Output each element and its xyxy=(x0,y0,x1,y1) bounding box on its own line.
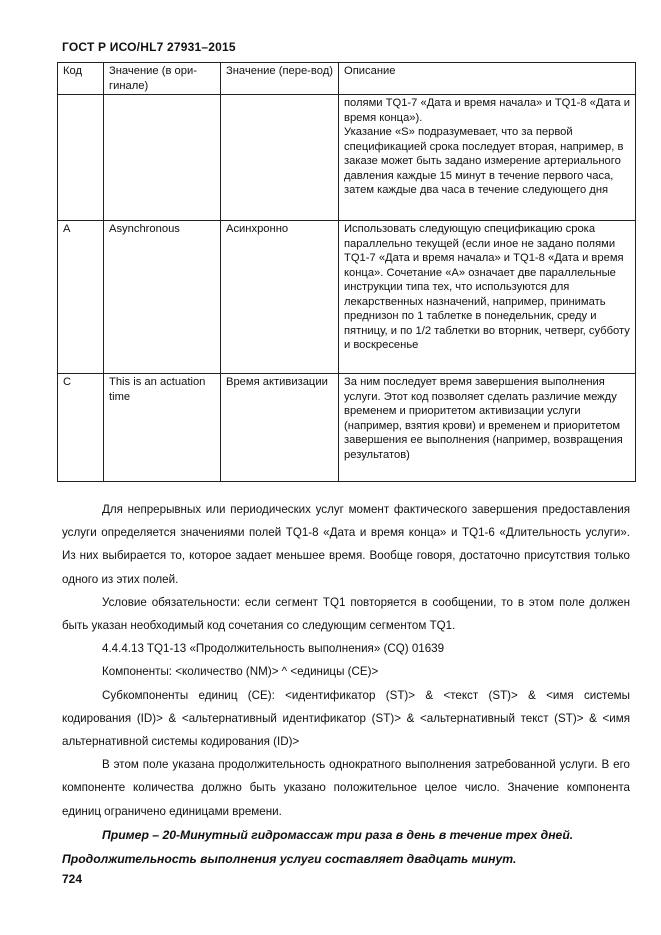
description-line: За ним последует время завершения выполнения услуги. Этот код позволяет сделать различие между временем и приоритетом активизации услуги (например, взятия крови) и временем и приоритетом завершения ее выполнения (например, возвращения результатов) xyxy=(344,376,623,461)
cell-translation: Время активизации xyxy=(221,374,339,482)
document-header: ГОСТ Р ИСО/HL7 27931–2015 xyxy=(62,40,236,54)
description-line: Указание «S» подразумевает, что за первой спецификацией срока последует вторая, например, в заказе может быть задано измерение артериального давления каждые 15 минут в течение первого часа, затем каждые два часа в течение следующего дня xyxy=(344,126,624,196)
description-line: полями TQ1-7 «Дата и время начала» и TQ1-8 «Дата и время конца»). xyxy=(344,97,630,124)
cell-description xyxy=(339,374,636,482)
code-table xyxy=(57,62,636,482)
cell-code: A xyxy=(58,221,104,374)
cell-code: C xyxy=(58,374,104,482)
example-first-line: Пример – 20-Минутный гидромассаж три раза в день в течение трех дней. xyxy=(102,827,574,842)
paragraph-components: Компоненты: <количество (NM)> ^ <единицы (CE)> xyxy=(102,665,379,679)
section-heading: 4.4.4.13 TQ1-13 «Продолжительность выполнения» (CQ) 01639 xyxy=(102,642,445,656)
col-header-original: Значение (в ори-гинале) xyxy=(104,63,221,95)
table-row xyxy=(58,374,636,482)
cell-description xyxy=(339,221,636,374)
description-line: Использовать следующую спецификацию срока параллельно текущей (если иное не задано полями TQ1-7 «Дата и время начала» и TQ1-8 «Дата и время конца». Сочетание «A» означает две параллельные инструкции типа тех, что используются для лекарственных назначений, например, принимать преднизон по 1 таблетке в понедельник, среду и пятницу, и по 1/2 таблетки во вторник, четверг, субботу и воскресенье xyxy=(344,223,630,351)
cell-translation: Асинхронно xyxy=(221,221,339,374)
table-row xyxy=(58,95,636,221)
cell-code xyxy=(58,95,104,221)
col-header-description: Описание xyxy=(339,63,636,95)
cell-original: Asynchronous xyxy=(104,221,221,374)
paragraph-field-description: В этом поле указана продолжительность однократного выполнения затребованной услуги. В его компоненте количества должно быть указано положительное целое число. Значение компонента единиц ограничено единицами времени. xyxy=(62,758,630,818)
table-header-row xyxy=(58,63,636,95)
cell-original xyxy=(104,95,221,221)
page-number: 724 xyxy=(62,872,83,886)
cell-description xyxy=(339,95,636,221)
cell-original: This is an actuation time xyxy=(104,374,221,482)
example-second-line: Продолжительность выполнения услуги составляет двадцать минут. xyxy=(62,851,517,866)
col-header-translation: Значение (пере-вод) xyxy=(221,63,339,95)
paragraph-condition: Условие обязательности: если сегмент TQ1 повторяется в сообщении, то в этом поле должен быть указан необходимый код сочетания со следующим сегментом TQ1. xyxy=(62,595,630,633)
table-row xyxy=(58,221,636,374)
paragraph-subcomponents: Субкомпоненты единиц (CE): <идентификатор (ST)> & <текст (ST)> & <имя системы кодирования (ID)> & <альтернативный идентификатор (ST)> & <альтернативный текст (ST)> & <имя альтернативной системы кодирования (ID)> xyxy=(62,688,630,749)
cell-translation xyxy=(221,95,339,221)
body-text xyxy=(62,498,630,871)
col-header-code: Код xyxy=(58,63,104,95)
paragraph-completion-time: Для непрерывных или периодических услуг момент фактического завершения предоставления услуги определяется значениями полей TQ1-8 «Дата и время конца» и TQ1-6 «Длительность услуги». Из них выбирается то, которое задает меньшее время. Вообще говоря, достаточно присутствия только одного из этих полей. xyxy=(62,503,630,586)
